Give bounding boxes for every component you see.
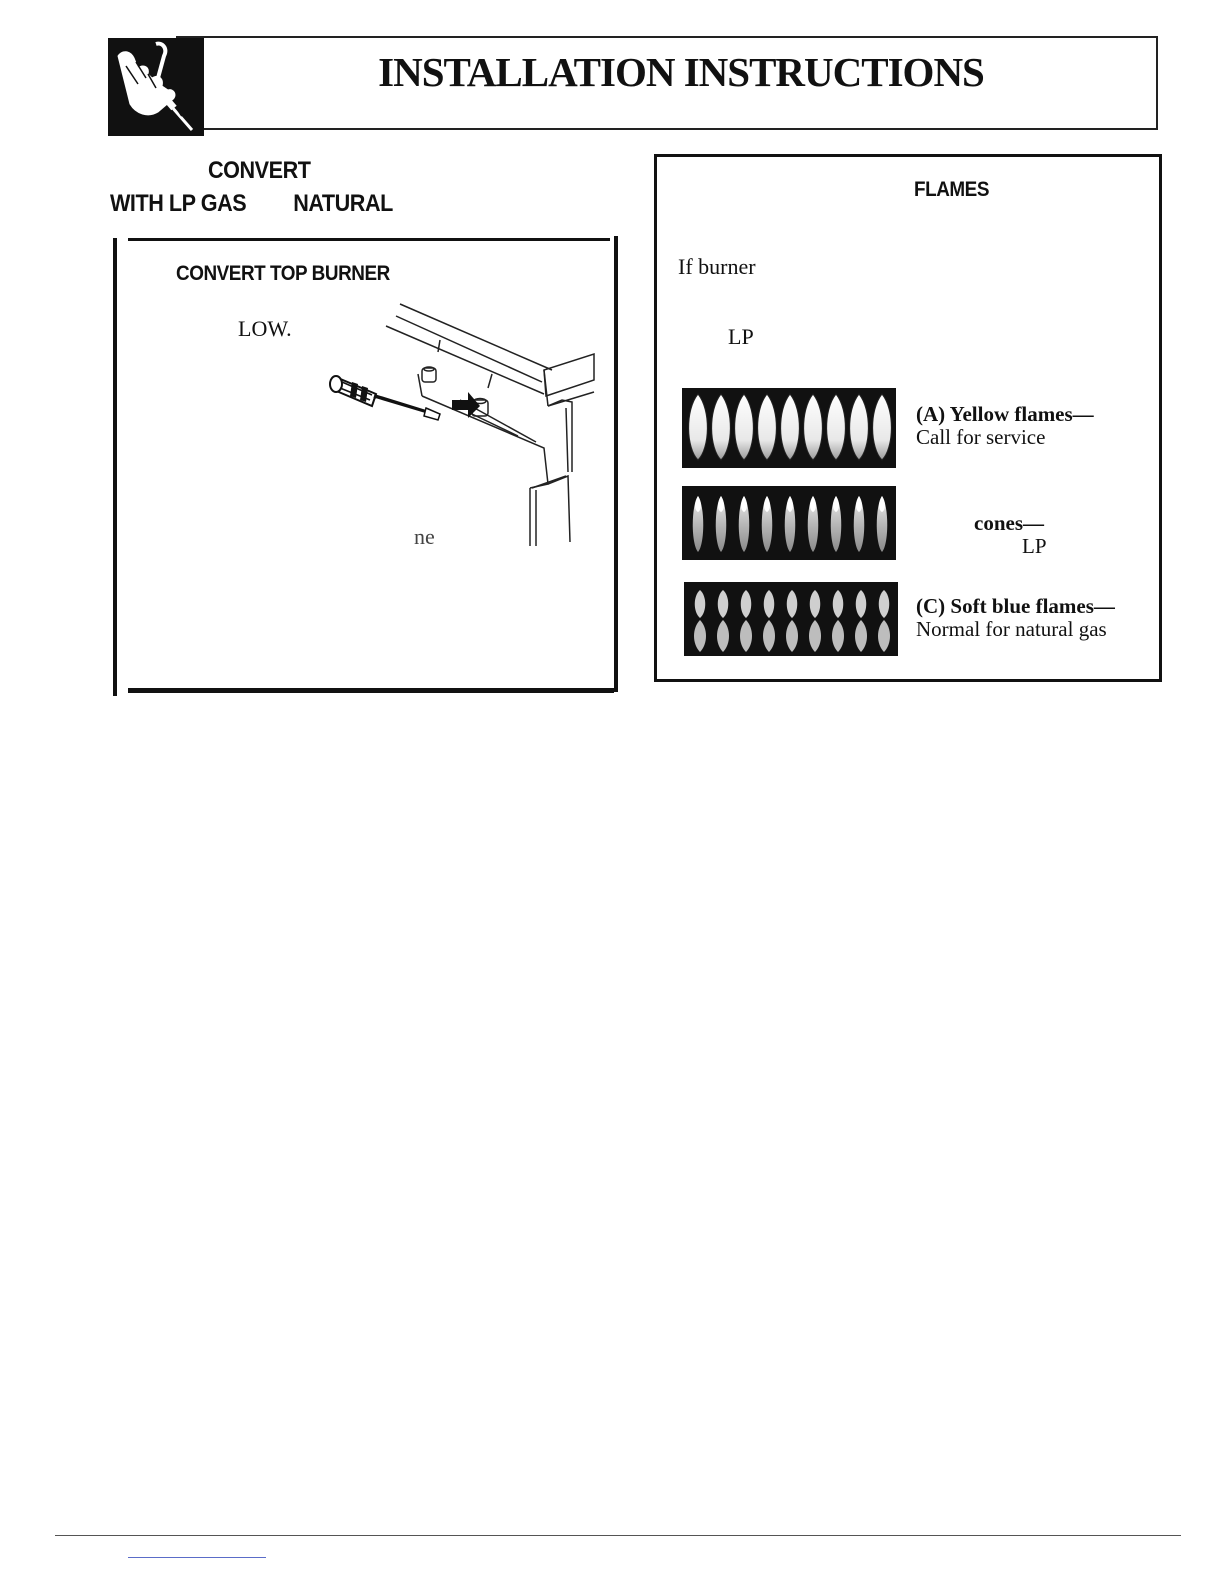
footer-rule <box>55 1535 1181 1536</box>
hand-screwdriver-icon <box>108 38 204 136</box>
flame-desc: LP <box>1022 534 1047 558</box>
flame-desc: Call for service <box>916 425 1046 449</box>
flame-title: cones— <box>974 511 1044 535</box>
body-text: ne <box>414 524 435 549</box>
section-heading-part2: NATURAL <box>293 190 393 217</box>
yellow-tipped-flames-photo <box>682 486 896 565</box>
box-border <box>614 236 618 692</box>
screwdriver-adjust-valve-illustration <box>322 296 598 551</box>
flame-title: (C) Soft blue flames— <box>916 594 1115 618</box>
flame-label-b <box>974 512 1047 558</box>
box-border <box>113 238 117 696</box>
flame-label-a <box>916 403 1094 449</box>
section-heading-line2 <box>110 190 393 218</box>
yellow-flames-photo <box>682 388 896 473</box>
section-heading-word: CONVERT <box>208 157 311 184</box>
flame-desc: Normal for natural gas <box>916 617 1107 641</box>
body-text: If burner <box>678 254 756 279</box>
flame-title: (A) Yellow flames— <box>916 402 1094 426</box>
section-heading-part1: WITH LP GAS <box>110 190 247 217</box>
body-text: LOW. <box>238 316 292 341</box>
page-title: INSTALLATION INSTRUCTIONS <box>378 49 984 95</box>
body-text: LP <box>728 324 754 349</box>
box-border <box>128 238 610 241</box>
box-heading: FLAMES <box>914 178 989 201</box>
footer-link-underline[interactable] <box>128 1557 266 1558</box>
flame-label-c <box>916 595 1115 641</box>
box-border <box>128 688 614 693</box>
soft-blue-flames-photo <box>684 582 898 661</box>
box-heading: CONVERT TOP BURNER <box>176 262 390 285</box>
